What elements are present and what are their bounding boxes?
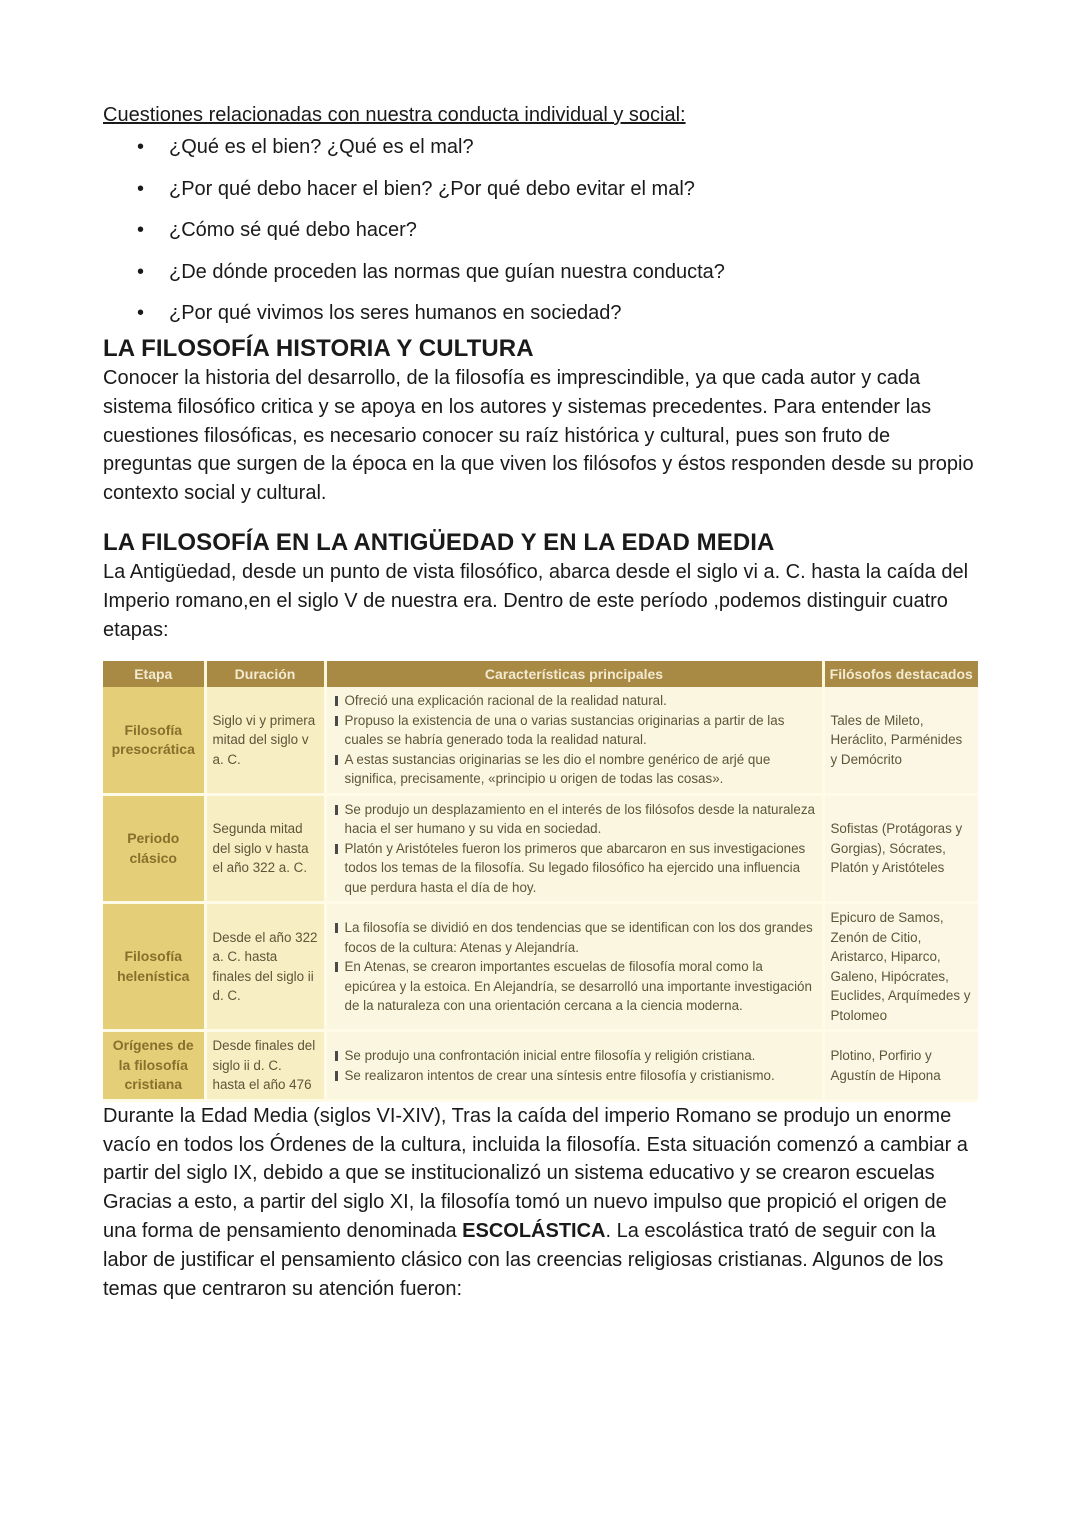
question-list [103,134,983,326]
conducta-subtitle: Cuestiones relacionadas con nuestra conducta individual y social: [103,104,686,126]
caracteristica-item: Se produjo una confrontación inicial entre filosofía y religión cristiana. [333,1046,816,1066]
historia-paragraph: Conocer la historia del desarrollo, de la filosofía es imprescindible, ya que cada autor y cada sistema filosófico critica y se apoya en los autores y sistemas precedentes. Para entender las cuestiones filosóficas, es necesario conocer su raíz histórica y cultural, pues son fruto de preguntas que surgen de la época en la que viven los filósofos y éstos responden desde su propio contexto social y cultural. [103,367,974,505]
question-text: ¿De dónde proceden las normas que guían nuestra conducta? [169,260,725,283]
escolastica-term: ESCOLÁSTICA [462,1220,606,1243]
document-page [103,102,983,1303]
table-row [103,687,978,794]
caracteristica-item: En Atenas, se crearon importantes escuelas de filosofía moral como la epicúrea y la estoica. En Alejandría, se desarrolló una importante investigación de la naturaleza con una orientación cercana a la ciencia moderna. [333,957,816,1016]
question-text: ¿Qué es el bien? ¿Qué es el mal? [169,136,474,158]
antiguedad-paragraph: La Antigüedad, desde un punto de vista filosófico, abarca desde el siglo vi a. C. hasta la caída del Imperio romano,en el siglo V de nuestra era. Dentro de este período ,podemos distinguir cuatro etapas: [103,560,969,641]
caracteristica-item: Ofreció una explicación racional de la realidad natural. [333,691,816,711]
caracteristica-item: Se realizaron intentos de crear una síntesis entre filosofía y cristianismo. [333,1066,816,1086]
bullet-icon: • [137,177,145,200]
bullet-icon: • [137,260,145,283]
filosofos-cell: Plotino, Porfirio y Agustín de Hipona [823,1031,978,1101]
header-etapa: Etapa [103,661,205,687]
etapa-cell: Periodo clásico [103,794,205,903]
question-text: ¿Cómo sé qué debo hacer? [169,219,417,241]
table-row [103,794,978,903]
filosofos-cell: Sofistas (Protágoras y Gorgias), Sócrates, Platón y Aristóteles [823,794,978,903]
edad-media-paragraph [103,1102,983,1304]
antiguedad-heading: LA FILOSOFÍA EN LA ANTIGÜEDAD Y EN LA EDAD MEDIA [103,528,775,556]
historia-heading: LA FILOSOFÍA HISTORIA Y CULTURA [103,335,534,362]
header-duracion: Duración [205,661,325,687]
caracteristica-item: Platón y Aristóteles fueron los primeros que abarcaron en sus investigaciones todos los temas de la filosofía. Su legado filosófico ha ejercido una influencia que perdura hasta el día de hoy. [333,839,816,898]
filosofos-cell: Epicuro de Samos, Zenón de Citio, Aristarco, Hiparco, Galeno, Hipócrates, Euclides, Arquímedes y Ptolomeo [823,903,978,1031]
duracion-cell: Siglo vi y primera mitad del siglo v a. C. [205,687,325,794]
question-text: ¿Por qué vivimos los seres humanos en sociedad? [169,302,622,324]
caracteristica-item: A estas sustancias originarias se les dio el nombre genérico de arjé que significa, precisamente, «principio u origen de todas las cosas». [333,750,816,789]
table-header-row [103,661,978,687]
caracteristicas-cell [325,794,823,903]
caracteristicas-cell [325,1031,823,1101]
table-row [103,903,978,1031]
etapa-cell: Orígenes de la filosofía cristiana [103,1031,205,1101]
caracteristica-item: La filosofía se dividió en dos tendencias que se identifican con los dos grandes focos de la cultura: Atenas y Alejandría. [333,918,816,957]
list-item [103,176,983,202]
caracteristica-item: Se produjo un desplazamiento en el interés de los filósofos desde la naturaleza hacia el ser humano y su vida en sociedad. [333,800,816,839]
caracteristicas-cell [325,687,823,794]
etapa-cell: Filosofía helenística [103,903,205,1031]
list-item [103,300,983,326]
list-item [103,259,983,285]
edad-media-text-before: Durante la Edad Media (siglos VI-XIV), Tras la caída del imperio Romano se produjo un enorme vacío en todos los Órdenes de la cultura, incluida la filosofía. Esta situación comenzó a cambiar a partir del siglo IX, debido a que se institucionalizó un sistema educativo y se crearon escuelas Gracias a esto, a partir del siglo XI, la filosofía tomó un nuevo impulso que propició el origen de una forma de pensamiento denominada [103,1104,968,1243]
bullet-icon: • [137,219,145,241]
table-row [103,1031,978,1101]
duracion-cell: Segunda mitad del siglo v hasta el año 322 a. C. [205,794,325,903]
header-caracteristicas: Características principales [325,661,823,687]
list-item [103,134,983,160]
caracteristicas-cell [325,903,823,1031]
duracion-cell: Desde finales del siglo ii d. C. hasta el año 476 [205,1031,325,1101]
question-text: ¿Por qué debo hacer el bien? ¿Por qué debo evitar el mal? [169,177,695,200]
etapas-table [103,661,978,1102]
caracteristica-item: Propuso la existencia de una o varias sustancias originarias a partir de las cuales se habría generado toda la realidad natural. [333,711,816,750]
filosofos-cell: Tales de Mileto, Heráclito, Parménides y Demócrito [823,687,978,794]
etapa-cell: Filosofía presocrática [103,687,205,794]
bullet-icon: • [137,302,145,324]
bullet-icon: • [137,136,145,158]
list-item [103,217,983,243]
edad-media-text-after: . La escolástica trató de seguir con la labor de justificar el pensamiento clásico con las creencias religiosas cristianas. Algunos de los temas que centraron su atención fueron: [103,1220,944,1300]
header-filosofos: Filósofos destacados [823,661,978,687]
duracion-cell: Desde el año 322 a. C. hasta finales del siglo ii d. C. [205,903,325,1031]
